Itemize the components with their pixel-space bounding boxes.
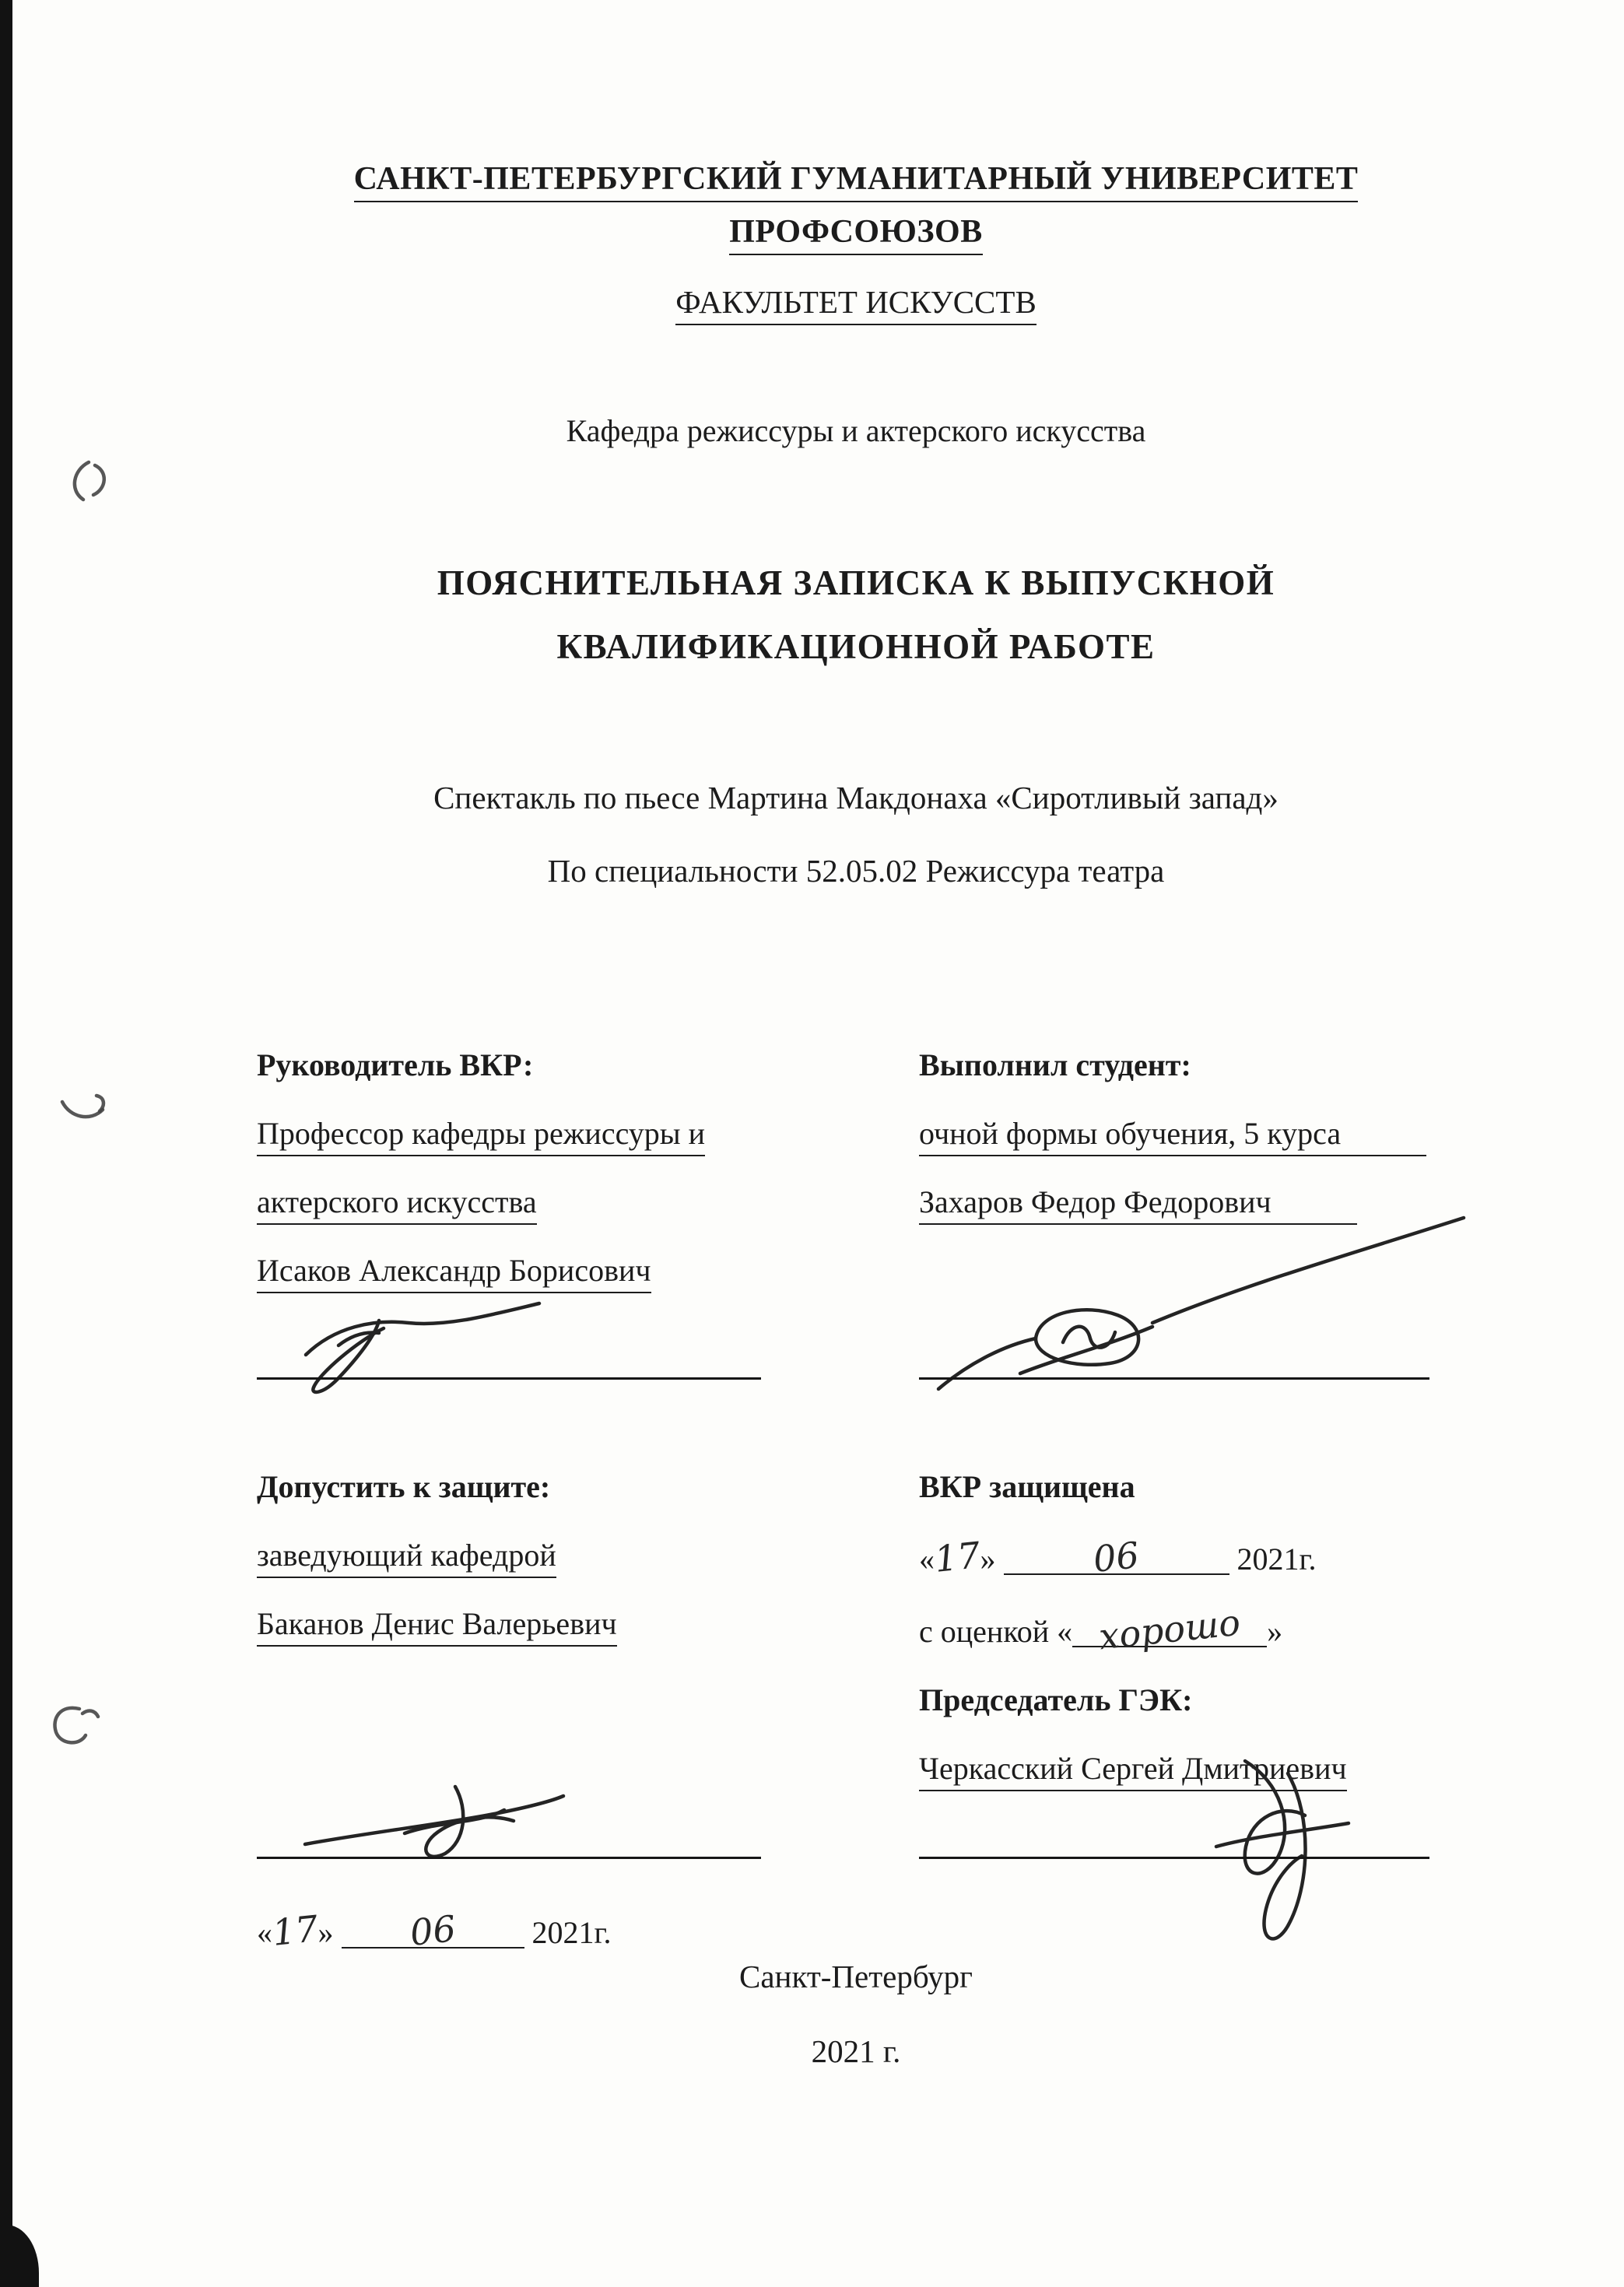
defense-heading: ВКР защищена — [919, 1469, 1135, 1504]
supervisor-heading: Руководитель ВКР: — [257, 1047, 534, 1082]
department-head-signature — [296, 1776, 568, 1869]
defense-date-month: 06 — [1091, 1534, 1142, 1580]
department-head-signature-line — [257, 1857, 761, 1859]
student-signature-line — [919, 1377, 1429, 1380]
student-heading: Выполнил студент: — [919, 1047, 1191, 1082]
admission-date-month-line — [342, 1907, 524, 1954]
defense-block — [919, 1471, 1495, 1821]
scan-edge-strip — [0, 0, 12, 2287]
defense-date-line — [919, 1534, 1495, 1580]
thesis-title — [218, 551, 1494, 679]
department-name: Кафедра режиссуры и актерского искусства — [566, 413, 1146, 448]
defense-date-day: 17 — [932, 1534, 983, 1580]
supervisor-block — [257, 1049, 825, 1323]
grade-close: » — [1267, 1614, 1283, 1649]
thesis-title-line2: КВАЛИФИКАЦИОННОЙ РАБОТЕ — [556, 627, 1156, 666]
chairman-heading: Председатель ГЭК: — [919, 1682, 1193, 1717]
defense-date-close: » — [980, 1542, 996, 1577]
admission-date-year: 2021г. — [531, 1915, 612, 1950]
defense-date-open: « — [919, 1542, 935, 1577]
grade-value: хорошо — [1096, 1601, 1243, 1658]
admission-heading: Допустить к защите: — [257, 1469, 551, 1504]
pen-mark-top — [65, 458, 117, 509]
supervisor-name: Исаков Александр Борисович — [257, 1253, 651, 1293]
admission-date-open: « — [257, 1915, 272, 1950]
pen-mark-bottom — [47, 1701, 103, 1752]
footer-year: 2021 г. — [811, 2033, 901, 2069]
supervisor-signature-line — [257, 1377, 761, 1380]
chairman-name: Черкасский Сергей Дмитриевич — [919, 1751, 1347, 1791]
thesis-title-line1: ПОЯСНИТЕЛЬНАЯ ЗАПИСКА К ВЫПУСКНОЙ — [437, 563, 1275, 602]
supervisor-position-line2: актерского искусства — [257, 1184, 537, 1225]
thesis-specialty: По специальности 52.05.02 Режиссура театра — [547, 853, 1165, 889]
university-name — [218, 153, 1494, 258]
student-name: Захаров Федор Федорович — [919, 1184, 1357, 1225]
department-head-title: заведующий кафедрой — [257, 1538, 556, 1578]
admission-date-close: » — [317, 1915, 334, 1950]
defense-date-month-line — [1004, 1534, 1229, 1580]
scan-corner-mark — [0, 2225, 39, 2287]
university-name-line1: САНКТ-ПЕТЕРБУРГСКИЙ ГУМАНИТАРНЫЙ УНИВЕРСИТЕТ — [354, 161, 1359, 202]
defense-date-year: 2021г. — [1236, 1542, 1317, 1577]
thesis-subject: Спектакль по пьесе Мартина Макдонаха «Сиротливый запад» — [433, 780, 1279, 816]
student-form: очной формы обучения, 5 курса — [919, 1116, 1426, 1156]
grade-label: с оценкой « — [919, 1614, 1073, 1649]
admission-date-month: 06 — [408, 1907, 458, 1954]
grade-line — [919, 1601, 1495, 1658]
student-block — [919, 1049, 1495, 1254]
thesis-subject-block — [218, 761, 1494, 907]
supervisor-position-line1: Профессор кафедры режиссуры и — [257, 1116, 705, 1156]
faculty-name: ФАКУЛЬТЕТ ИСКУССТВ — [218, 283, 1494, 321]
chairman-signature-line — [919, 1857, 1429, 1859]
admission-block — [257, 1471, 825, 1676]
footer-city: Санкт-Петербург — [739, 1959, 973, 1994]
university-name-line2: ПРОФСОЮЗОВ — [729, 214, 982, 255]
admission-date-day: 17 — [270, 1907, 321, 1954]
pen-mark-middle — [58, 1086, 112, 1130]
grade-fill-line — [1072, 1601, 1267, 1658]
department-head-name: Баканов Денис Валерьевич — [257, 1606, 617, 1647]
admission-date-line — [257, 1907, 612, 1954]
